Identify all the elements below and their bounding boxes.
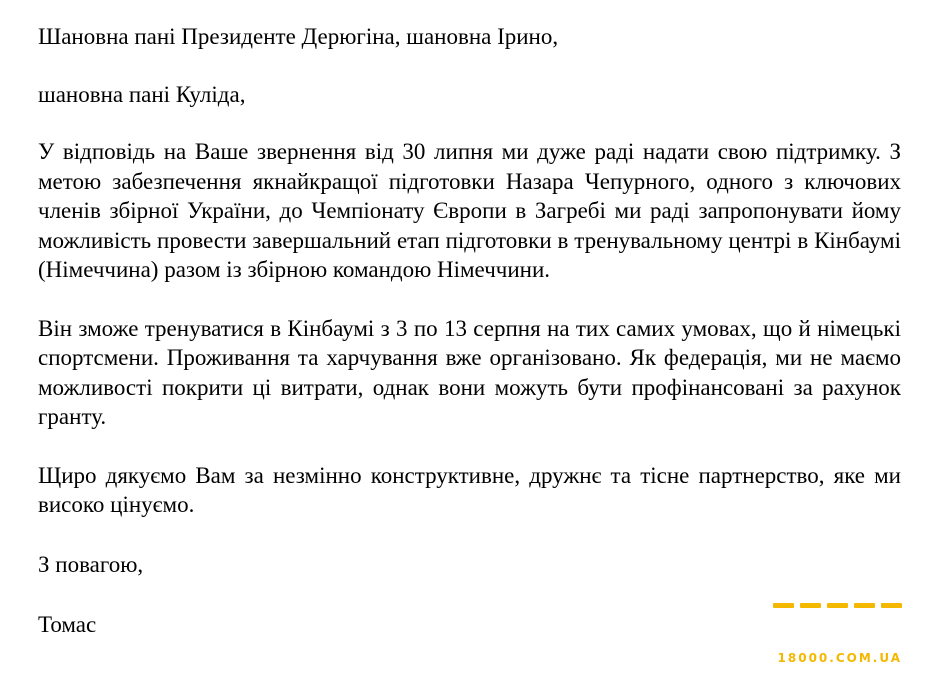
watermark-dash: [854, 603, 875, 608]
watermark-dash: [773, 603, 794, 608]
watermark-dash: [881, 603, 902, 608]
paragraph-support-offer: У відповідь на Ваше звернення від 30 липня ми дуже раді надати свою підтримку. З метою забезпечення якнайкращої підготовки Назара Чепурного, одного з ключових членів збірної України, до Чемпіонату Європи в Загребі ми раді запропонувати йому можливість провести завершальний етап підготовки в тренувальному центрі в Кінбаумі (Німеччина) разом із збірною командою Німеччини.: [38, 139, 901, 282]
signature: Томас: [38, 612, 97, 637]
closing-line: З повагою,: [38, 551, 144, 577]
paragraph-thanks: Щиро дякуємо Вам за незмінно конструктивне, дружнє та тісне партнерство, яке ми високо цінуємо.: [38, 462, 901, 517]
watermark-dash: [827, 603, 848, 608]
watermark-text: 18000.COM.UA: [777, 651, 902, 665]
greeting-line-1: Шановна пані Президенте Дерюгіна, шановна Ірино,: [38, 24, 559, 49]
letter-body: [38, 22, 901, 640]
watermark-logo: [773, 603, 902, 667]
greeting-line-2: шановна пані Куліда,: [38, 81, 246, 107]
paragraph-training-conditions: Він зможе тренуватися в Кінбаумі з 3 по 13 серпня на тих самих умовах, що й німецькі спортсмени. Проживання та харчування вже організовано. Як федерація, ми не маємо можливості покрити ці витрати, однак вони можуть бути профінансовані за рахунок гранту.: [38, 315, 901, 429]
watermark-dashes: [773, 603, 902, 608]
watermark-dash: [800, 603, 821, 608]
